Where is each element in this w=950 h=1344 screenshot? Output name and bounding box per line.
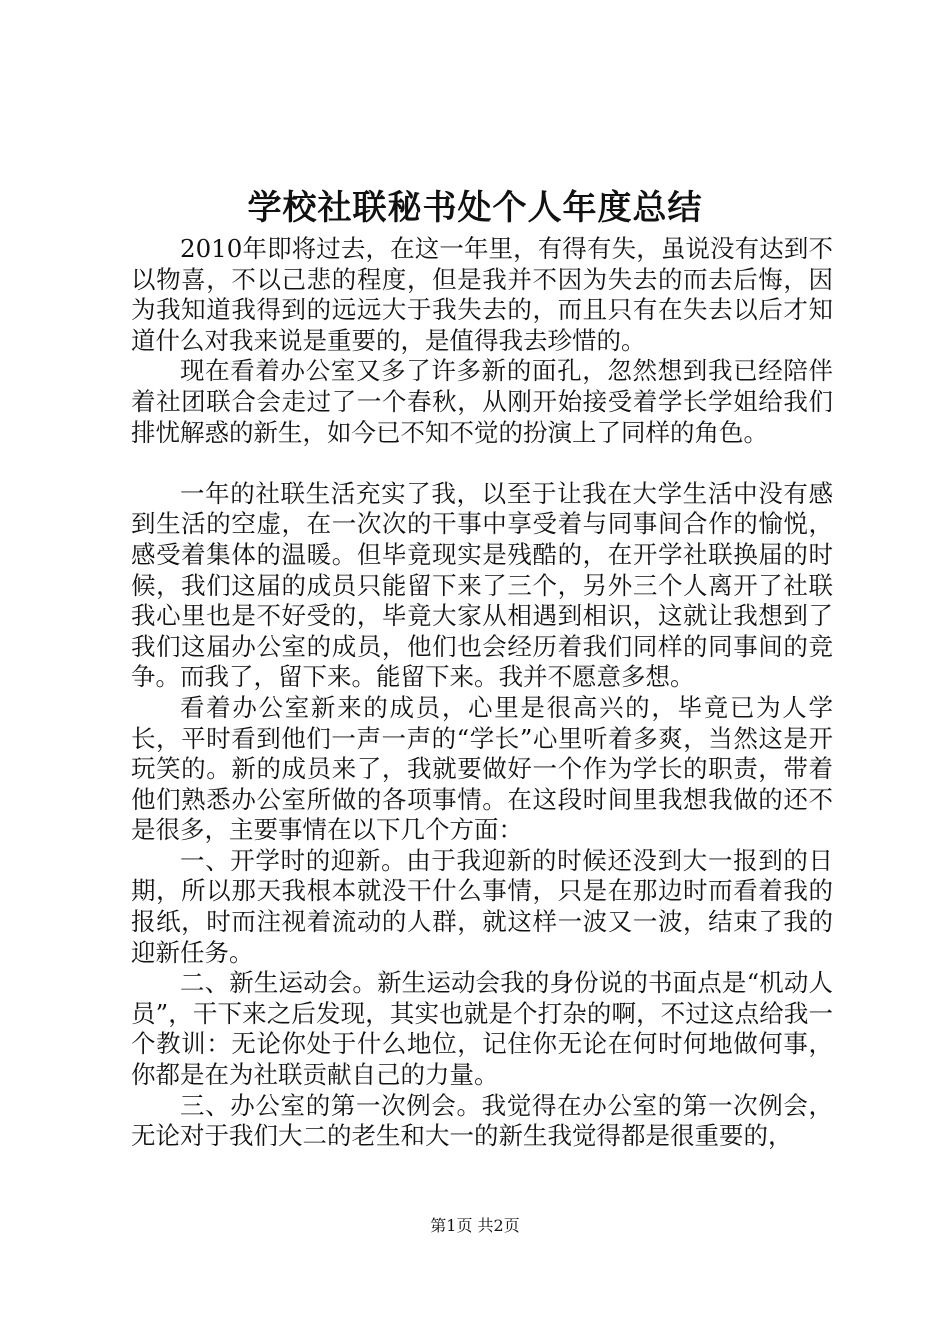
document-title: 学校社联秘书处个人年度总结 <box>247 188 703 228</box>
paragraph: 三、办公室的第一次例会。我觉得在办公室的第一次例会，无论对于我们大二的老生和大一的新生我觉得都是很重要的， <box>131 1090 833 1151</box>
paragraph: 一年的社联生活充实了我，以至于让我在大学生活中没有感到生活的空虚，在一次次的干事中享受着与同事间合作的愉悦，感受着集体的温暖。但毕竟现实是残酷的，在开学社联换届的时候，我们这届的成员只能留下来了三个，另外三个人离开了社联我心里也是不好受的，毕竟大家从相遇到相识，这就让我想到了我们这届办公室的成员，他们也会经历着我们同样的同事间的竞争。而我了，留下来。能留下来。我并不愿意多想。 <box>131 478 833 692</box>
paragraph: 一、开学时的迎新。由于我迎新的时候还没到大一报到的日期，所以那天我根本就没干什么事情，只是在那边时而看着我的报纸，时而注视着流动的人群，就这样一波又一波，结束了我的迎新任务。 <box>131 845 833 967</box>
page-footer: 第1页 共2页 <box>430 1216 520 1235</box>
paragraph: 2010年即将过去，在这一年里，有得有失，虽说没有达到不以物喜，不以己悲的程度，但是我并不因为失去的而去后悔，因为我知道我得到的远远大于我失去的，而且只有在失去以后才知道什么对我来说是重要的，是值得我去珍惜的。 <box>131 234 833 355</box>
paragraph: 现在看着办公室又多了许多新的面孔，忽然想到我已经陪伴着社团联合会走过了一个春秋，从刚开始接受着学长学姐给我们排忧解惑的新生，如今已不知不觉的扮演上了同样的角色。 <box>131 356 833 447</box>
paragraph: 看着办公室新来的成员，心里是很高兴的，毕竟已为人学长，平时看到他们一声一声的“学长”心里听着多爽，当然这是开玩笑的。新的成员来了，我就要做好一个作为学长的职责，带着他们熟悉办公室所做的各项事情。在这段时间里我想我做的还不是很多，主要事情在以下几个方面： <box>131 692 833 845</box>
paragraph: 二、新生运动会。新生运动会我的身份说的书面点是“机动人员”，干下来之后发现，其实也就是个打杂的啊，不过这点给我一个教训：无论你处于什么地位，记住你无论在何时何地做何事，你都是在为社联贡献自己的力量。 <box>131 968 833 1090</box>
document-body <box>131 234 833 1152</box>
